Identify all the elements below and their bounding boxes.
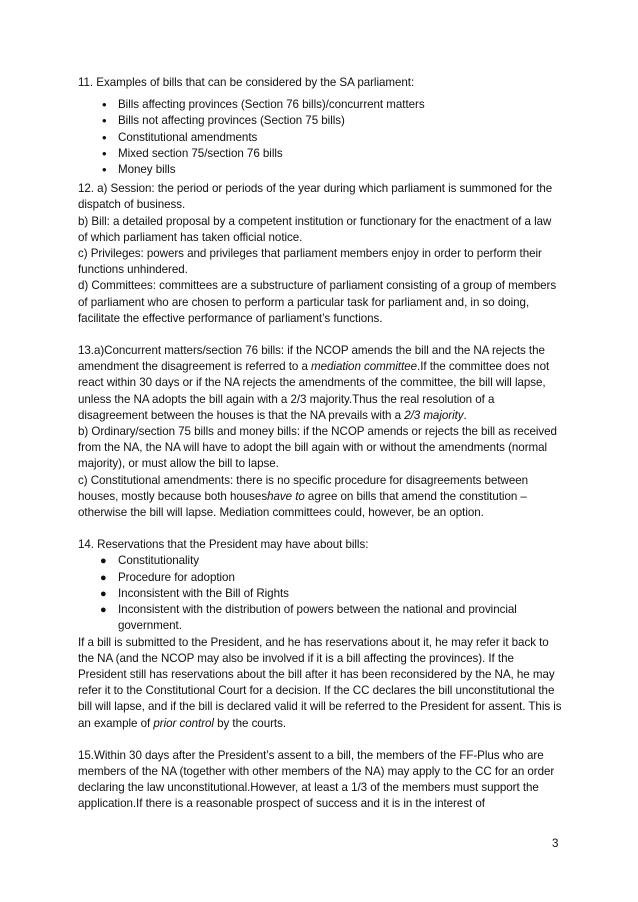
document-body	[78, 75, 564, 813]
page-number: 3	[552, 837, 559, 850]
q12-privileges: c) Privileges: powers and privileges that parliament members enjoy in order to perform their functions unhindered.	[78, 247, 542, 277]
q13-a-text-1: 13.a)Concurrent matters/section 76 bills: if the NCOP amends the bill and the NA rejects the amendment the disagreement is referred to a	[78, 344, 545, 374]
paragraph-spacer	[78, 732, 564, 748]
q13-concurrent-matters	[78, 343, 564, 424]
q14-paragraph	[78, 635, 564, 732]
list-item: • Money bills	[78, 162, 564, 178]
q13-c-text-1: c) Constitutional amendments: there is no specific procedure for disagreements between houses, mostly because both houses	[78, 473, 529, 503]
paragraph-spacer	[78, 327, 564, 343]
q14-heading: 14. Reservations that the President may have about bills:	[78, 538, 369, 552]
q13-constitutional-amendments	[78, 473, 564, 522]
paragraph-spacer	[78, 521, 564, 537]
q13-a-emphasis-2: 2/3 majority	[404, 408, 464, 422]
q15-paragraph: 15.Within 30 days after the President’s assent to a bill, the members of the FF-Plus who are members of the NA (together with other members of the NA) may apply to the CC for an order declaring the law unconstitutional.However, at least a 1/3 of the members must support the application.If there is a reasonable prospect of success and it is in the interest of	[78, 748, 555, 811]
q13-a-text-3: .	[463, 408, 467, 422]
q12-bill: b) Bill: a detailed proposal by a competent institution or functionary for the enactment of a law of which parliament has taken official notice.	[78, 214, 552, 244]
q13-a-emphasis-1: mediation committee	[311, 360, 418, 374]
q11-heading: 11. Examples of bills that can be considered by the SA parliament:	[78, 76, 415, 89]
list-item: ● Inconsistent with the Bill of Rights	[78, 586, 564, 602]
q13-a-text-2: .If the committee does not react within 30 days or if the NA rejects the amendments of the committee, the bill will lapse, unless the NA adopts the bill again with a 2/3 majority.Thus the real resolution of a disagreement between the houses is that the NA prevails with a	[78, 360, 550, 422]
q14-text-2: by the courts.	[213, 716, 287, 730]
q12-session: 12. a) Session: the period or periods of the year during which parliament is summoned for the dispatch of business.	[78, 182, 553, 212]
q11-bill-list	[78, 97, 564, 178]
list-item: • Bills not affecting provinces (Section 75 bills)	[78, 113, 564, 129]
list-item: • Bills affecting provinces (Section 76 bills)/concurrent matters	[78, 97, 564, 113]
q13-c-emphasis: have to	[267, 489, 305, 503]
list-item: • Constitutional amendments	[78, 130, 564, 146]
q14-emphasis: prior control	[153, 716, 214, 730]
list-item: ● Inconsistent with the distribution of powers between the national and provincial government.	[78, 602, 564, 634]
q13-ordinary-bills: b) Ordinary/section 75 bills and money bills: if the NCOP amends or rejects the bill as received from the NA, the NA will have to adopt the bill again with or without the amendments (normal majority), or must allow the bill to lapse.	[78, 425, 557, 471]
q14-text-1: If a bill is submitted to the President, and he has reservations about it, he may refer it back to the NA (and the NCOP may also be involved if it is a bill affecting the provinces). If the President still has reservations about the bill after it has been reconsidered by the NA, he may refer it to the Constitutional Court for a decision. If the CC declares the bill unconstitutional the bill will lapse, and if the bill is declared valid it will be referred to the President for assent. This is an example of	[78, 635, 562, 730]
list-item: ● Constitutionality	[78, 553, 564, 569]
list-item: ● Procedure for adoption	[78, 570, 564, 586]
q13-c-text-2: agree on bills that amend the constitution – otherwise the bill will lapse. Mediation committees could, however, be an option.	[78, 489, 527, 520]
list-item: • Mixed section 75/section 76 bills	[78, 146, 564, 162]
q12-committees: d) Committees: committees are a substructure of parliament consisting of a group of members of parliament who are chosen to perform a particular task for parliament and, in so doing, facilitate the effective performance of parliament’s functions.	[78, 279, 557, 325]
q14-reservation-list	[78, 553, 564, 634]
